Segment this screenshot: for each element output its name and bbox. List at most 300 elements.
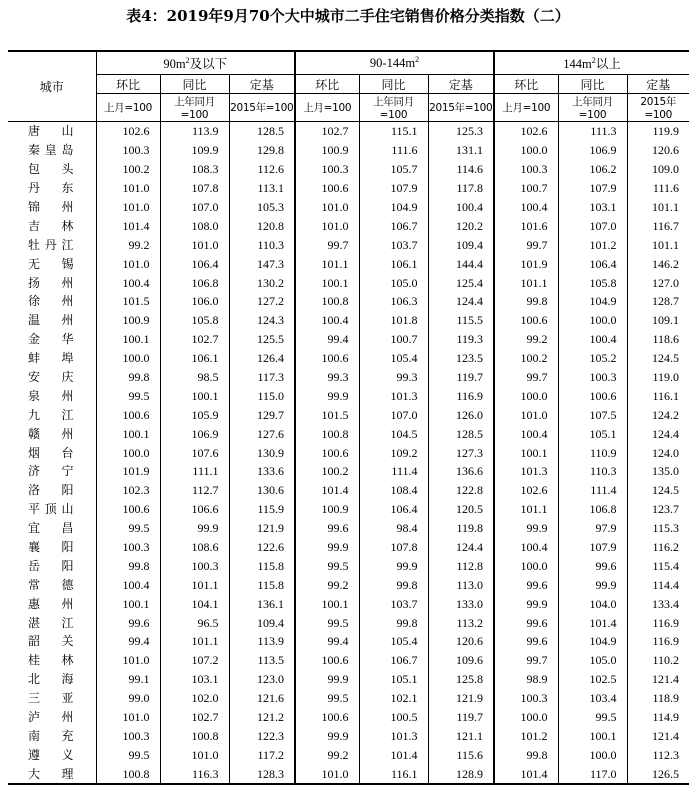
index-value: 109.1 xyxy=(627,311,689,330)
index-value: 133.0 xyxy=(428,594,494,613)
index-value: 100.0 xyxy=(558,311,627,330)
index-value: 124.4 xyxy=(428,538,494,557)
table-row xyxy=(8,122,689,141)
index-value: 120.2 xyxy=(428,216,494,235)
index-value: 127.0 xyxy=(627,273,689,292)
index-value: 102.6 xyxy=(494,122,558,141)
index-value: 101.6 xyxy=(494,216,558,235)
index-value: 101.0 xyxy=(96,198,160,217)
index-value: 114.4 xyxy=(627,575,689,594)
city-name: 无锡 xyxy=(28,256,74,271)
city-name: 蚌埠 xyxy=(28,351,74,366)
city-name: 岳阳 xyxy=(28,558,74,573)
index-value: 102.0 xyxy=(160,689,229,708)
base-prev-year: 上年同月=100 xyxy=(359,94,428,122)
index-value: 144.4 xyxy=(428,254,494,273)
index-value: 124.5 xyxy=(627,349,689,368)
index-value: 106.4 xyxy=(160,254,229,273)
index-value: 107.9 xyxy=(558,538,627,557)
header-row-groups xyxy=(8,51,689,75)
index-value: 127.3 xyxy=(428,443,494,462)
city-name: 泉州 xyxy=(28,388,74,403)
index-value: 123.7 xyxy=(627,500,689,519)
index-value: 101.5 xyxy=(96,292,160,311)
table-row xyxy=(8,216,689,235)
group-label-sup: 2 xyxy=(185,55,190,65)
index-value: 104.1 xyxy=(160,594,229,613)
base-2015: 2015年=100 xyxy=(428,94,494,122)
base-2015: 2015年=100 xyxy=(627,94,689,122)
index-value: 130.6 xyxy=(229,481,295,500)
table-row xyxy=(8,462,689,481)
index-value: 101.3 xyxy=(494,462,558,481)
index-value: 100.6 xyxy=(96,405,160,424)
measure-fixed-base: 定基 xyxy=(627,75,689,94)
index-value: 116.9 xyxy=(428,386,494,405)
city-name: 洛阳 xyxy=(28,483,74,498)
index-value: 100.6 xyxy=(295,708,359,727)
index-value: 99.4 xyxy=(96,632,160,651)
city-name: 韶关 xyxy=(28,634,74,649)
index-value: 124.5 xyxy=(627,481,689,500)
index-value: 99.9 xyxy=(295,670,359,689)
table-row xyxy=(8,689,689,708)
index-value: 106.3 xyxy=(359,292,428,311)
index-value: 106.7 xyxy=(359,651,428,670)
index-value: 106.0 xyxy=(160,292,229,311)
index-value: 125.5 xyxy=(229,330,295,349)
index-value: 101.1 xyxy=(160,632,229,651)
base-prev-year: 上年同月=100 xyxy=(160,94,229,122)
index-value: 123.5 xyxy=(428,349,494,368)
index-value: 100.8 xyxy=(160,727,229,746)
index-value: 99.5 xyxy=(295,556,359,575)
index-value: 113.1 xyxy=(229,179,295,198)
table-row xyxy=(8,613,689,632)
index-value: 101.2 xyxy=(558,235,627,254)
price-index-table xyxy=(8,50,689,785)
city-name: 烟台 xyxy=(28,445,74,460)
index-value: 101.1 xyxy=(494,500,558,519)
index-value: 100.2 xyxy=(494,349,558,368)
index-value: 106.7 xyxy=(359,216,428,235)
index-value: 110.9 xyxy=(558,443,627,462)
index-value: 115.1 xyxy=(359,122,428,141)
index-value: 126.4 xyxy=(229,349,295,368)
measure-yoy: 同比 xyxy=(359,75,428,94)
index-value: 99.8 xyxy=(494,292,558,311)
index-value: 99.5 xyxy=(558,708,627,727)
index-value: 100.4 xyxy=(96,575,160,594)
index-value: 99.5 xyxy=(96,386,160,405)
index-value: 102.7 xyxy=(160,330,229,349)
index-value: 102.3 xyxy=(96,481,160,500)
index-value: 136.6 xyxy=(428,462,494,481)
city-name: 宜昌 xyxy=(28,521,74,536)
index-value: 99.6 xyxy=(96,613,160,632)
table-row xyxy=(8,594,689,613)
index-value: 100.5 xyxy=(359,708,428,727)
index-value: 100.6 xyxy=(295,651,359,670)
group-label: 144m xyxy=(563,57,592,71)
table-row xyxy=(8,670,689,689)
index-value: 100.1 xyxy=(96,594,160,613)
index-value: 116.1 xyxy=(627,386,689,405)
table-row xyxy=(8,500,689,519)
index-value: 99.9 xyxy=(558,575,627,594)
index-value: 102.6 xyxy=(494,481,558,500)
index-value: 102.1 xyxy=(359,689,428,708)
index-value: 101.0 xyxy=(295,198,359,217)
index-value: 102.6 xyxy=(96,122,160,141)
index-value: 116.9 xyxy=(627,613,689,632)
index-value: 106.8 xyxy=(160,273,229,292)
city-name: 大理 xyxy=(8,764,96,784)
measure-mom: 环比 xyxy=(96,75,160,94)
index-value: 100.1 xyxy=(96,330,160,349)
index-value: 101.4 xyxy=(96,216,160,235)
index-value: 114.9 xyxy=(627,708,689,727)
index-value: 115.6 xyxy=(428,745,494,764)
index-value: 136.1 xyxy=(229,594,295,613)
index-value: 105.7 xyxy=(359,160,428,179)
table-row xyxy=(8,443,689,462)
index-value: 108.0 xyxy=(160,216,229,235)
index-value: 117.8 xyxy=(428,179,494,198)
index-value: 99.2 xyxy=(494,330,558,349)
index-value: 121.2 xyxy=(229,708,295,727)
index-value: 100.3 xyxy=(494,160,558,179)
index-value: 107.0 xyxy=(558,216,627,235)
index-value: 127.6 xyxy=(229,424,295,443)
city-name: 金华 xyxy=(28,332,74,347)
index-value: 133.6 xyxy=(229,462,295,481)
index-value: 120.5 xyxy=(428,500,494,519)
index-value: 100.3 xyxy=(96,141,160,160)
index-value: 106.6 xyxy=(160,500,229,519)
index-value: 121.4 xyxy=(627,727,689,746)
table-row xyxy=(8,727,689,746)
index-value: 100.9 xyxy=(96,311,160,330)
measure-mom: 环比 xyxy=(494,75,558,94)
table-row xyxy=(8,538,689,557)
city-name: 桂林 xyxy=(28,653,74,668)
index-value: 121.9 xyxy=(428,689,494,708)
index-value: 118.9 xyxy=(627,689,689,708)
city-name: 秦皇岛 xyxy=(28,143,74,158)
index-value: 103.4 xyxy=(558,689,627,708)
index-value: 110.3 xyxy=(558,462,627,481)
index-value: 105.8 xyxy=(558,273,627,292)
index-value: 107.9 xyxy=(359,179,428,198)
index-value: 100.3 xyxy=(558,368,627,387)
index-value: 121.4 xyxy=(627,670,689,689)
index-value: 99.5 xyxy=(295,689,359,708)
city-name: 赣州 xyxy=(28,426,74,441)
index-value: 107.8 xyxy=(160,179,229,198)
index-value: 109.6 xyxy=(428,651,494,670)
index-value: 100.2 xyxy=(96,160,160,179)
index-value: 100.8 xyxy=(96,764,160,784)
index-value: 100.3 xyxy=(160,556,229,575)
index-value: 100.6 xyxy=(295,349,359,368)
index-value: 130.2 xyxy=(229,273,295,292)
city-name: 唐山 xyxy=(28,124,74,139)
index-value: 99.6 xyxy=(494,632,558,651)
index-value: 99.1 xyxy=(96,670,160,689)
index-value: 106.8 xyxy=(558,500,627,519)
index-value: 102.5 xyxy=(558,670,627,689)
index-value: 131.1 xyxy=(428,141,494,160)
index-value: 128.5 xyxy=(229,122,295,141)
city-name: 吉林 xyxy=(28,218,74,233)
index-value: 107.0 xyxy=(160,198,229,217)
index-value: 99.9 xyxy=(494,594,558,613)
index-value: 100.4 xyxy=(428,198,494,217)
table-row xyxy=(8,273,689,292)
index-value: 111.6 xyxy=(359,141,428,160)
index-value: 100.4 xyxy=(494,198,558,217)
index-value: 115.4 xyxy=(627,556,689,575)
index-value: 105.2 xyxy=(558,349,627,368)
table-row xyxy=(8,708,689,727)
group-label-tail: 以上 xyxy=(595,57,621,71)
table-row xyxy=(8,235,689,254)
index-value: 120.6 xyxy=(428,632,494,651)
city-name: 徐州 xyxy=(28,294,74,309)
index-value: 123.0 xyxy=(229,670,295,689)
index-value: 128.7 xyxy=(627,292,689,311)
index-value: 100.1 xyxy=(295,273,359,292)
index-value: 102.7 xyxy=(295,122,359,141)
index-value: 103.7 xyxy=(359,594,428,613)
index-value: 101.0 xyxy=(295,216,359,235)
index-value: 109.4 xyxy=(428,235,494,254)
index-value: 113.0 xyxy=(428,575,494,594)
city-name: 襄阳 xyxy=(28,540,74,555)
index-value: 119.7 xyxy=(428,368,494,387)
table-row xyxy=(8,764,689,784)
index-value: 146.2 xyxy=(627,254,689,273)
index-value: 100.3 xyxy=(494,689,558,708)
table-title: 表4：2019年9月70个大中城市二手住宅销售价格分类指数（二） xyxy=(126,7,570,25)
index-value: 99.7 xyxy=(494,651,558,670)
index-value: 106.9 xyxy=(160,424,229,443)
index-value: 104.9 xyxy=(359,198,428,217)
index-value: 112.8 xyxy=(428,556,494,575)
index-value: 100.1 xyxy=(295,594,359,613)
index-value: 105.0 xyxy=(359,273,428,292)
index-value: 100.4 xyxy=(295,311,359,330)
index-value: 99.7 xyxy=(494,235,558,254)
index-value: 100.8 xyxy=(295,292,359,311)
index-value: 105.1 xyxy=(359,670,428,689)
index-value: 99.7 xyxy=(494,368,558,387)
index-value: 104.0 xyxy=(558,594,627,613)
index-value: 100.3 xyxy=(96,538,160,557)
index-value: 110.2 xyxy=(627,651,689,670)
index-value: 113.9 xyxy=(229,632,295,651)
index-value: 99.8 xyxy=(96,368,160,387)
group-label-sup: 2 xyxy=(591,55,596,65)
city-name: 安庆 xyxy=(28,370,74,385)
index-value: 97.9 xyxy=(558,519,627,538)
index-value: 119.8 xyxy=(428,519,494,538)
index-value: 99.5 xyxy=(96,745,160,764)
index-value: 128.9 xyxy=(428,764,494,784)
index-value: 99.8 xyxy=(96,556,160,575)
city-name: 遵义 xyxy=(28,747,74,762)
group-header-small xyxy=(96,51,295,75)
index-value: 104.9 xyxy=(558,632,627,651)
index-value: 107.9 xyxy=(558,179,627,198)
index-value: 99.3 xyxy=(295,368,359,387)
index-value: 101.1 xyxy=(160,575,229,594)
index-value: 100.0 xyxy=(494,708,558,727)
table-row xyxy=(8,330,689,349)
index-value: 111.4 xyxy=(558,481,627,500)
index-value: 101.9 xyxy=(96,462,160,481)
index-value: 111.1 xyxy=(160,462,229,481)
index-value: 99.6 xyxy=(295,519,359,538)
index-value: 112.6 xyxy=(229,160,295,179)
index-value: 111.4 xyxy=(359,462,428,481)
index-value: 124.4 xyxy=(627,424,689,443)
group-label: 90-144m xyxy=(369,55,416,70)
index-value: 101.8 xyxy=(359,311,428,330)
index-value: 101.0 xyxy=(160,745,229,764)
index-value: 101.4 xyxy=(295,481,359,500)
index-value: 109.0 xyxy=(627,160,689,179)
index-value: 129.7 xyxy=(229,405,295,424)
index-value: 112.7 xyxy=(160,481,229,500)
city-name: 温州 xyxy=(28,313,74,328)
index-value: 112.3 xyxy=(627,745,689,764)
index-value: 124.3 xyxy=(229,311,295,330)
index-value: 115.3 xyxy=(627,519,689,538)
city-name: 平顶山 xyxy=(28,502,74,517)
index-value: 101.3 xyxy=(359,386,428,405)
table-row xyxy=(8,349,689,368)
index-value: 135.0 xyxy=(627,462,689,481)
table-row xyxy=(8,632,689,651)
index-value: 101.1 xyxy=(627,235,689,254)
index-value: 115.0 xyxy=(229,386,295,405)
index-value: 120.8 xyxy=(229,216,295,235)
index-value: 125.8 xyxy=(428,670,494,689)
index-value: 128.3 xyxy=(229,764,295,784)
city-name: 常德 xyxy=(28,577,74,592)
index-value: 100.0 xyxy=(96,443,160,462)
index-value: 99.0 xyxy=(96,689,160,708)
index-value: 125.3 xyxy=(428,122,494,141)
index-value: 113.5 xyxy=(229,651,295,670)
index-value: 107.5 xyxy=(558,405,627,424)
measure-fixed-base: 定基 xyxy=(229,75,295,94)
index-value: 116.3 xyxy=(160,764,229,784)
table-row xyxy=(8,368,689,387)
table-row xyxy=(8,651,689,670)
index-value: 129.8 xyxy=(229,141,295,160)
table-row xyxy=(8,160,689,179)
city-name: 南充 xyxy=(28,728,74,743)
index-value: 111.6 xyxy=(627,179,689,198)
index-value: 101.1 xyxy=(494,273,558,292)
index-value: 106.1 xyxy=(359,254,428,273)
index-value: 99.5 xyxy=(295,613,359,632)
index-value: 101.9 xyxy=(494,254,558,273)
index-value: 101.0 xyxy=(160,235,229,254)
index-value: 106.2 xyxy=(558,160,627,179)
base-prev-month: 上月=100 xyxy=(96,94,160,122)
index-value: 100.6 xyxy=(558,386,627,405)
index-value: 102.7 xyxy=(160,708,229,727)
index-value: 106.4 xyxy=(359,500,428,519)
header-row-measures xyxy=(8,75,689,94)
index-value: 100.0 xyxy=(494,386,558,405)
index-value: 111.3 xyxy=(558,122,627,141)
table-row xyxy=(8,141,689,160)
index-value: 101.0 xyxy=(96,254,160,273)
index-value: 124.2 xyxy=(627,405,689,424)
index-value: 106.9 xyxy=(558,141,627,160)
index-value: 99.9 xyxy=(295,386,359,405)
index-value: 126.5 xyxy=(627,764,689,784)
index-value: 104.5 xyxy=(359,424,428,443)
city-name: 济宁 xyxy=(28,464,74,479)
index-value: 107.8 xyxy=(359,538,428,557)
index-value: 100.4 xyxy=(494,538,558,557)
index-value: 99.2 xyxy=(295,745,359,764)
index-value: 105.4 xyxy=(359,632,428,651)
group-label-sup: 2 xyxy=(415,54,420,64)
index-value: 99.4 xyxy=(295,330,359,349)
table-row xyxy=(8,311,689,330)
index-value: 99.9 xyxy=(295,727,359,746)
base-prev-year: 上年同月=100 xyxy=(558,94,627,122)
index-value: 113.2 xyxy=(428,613,494,632)
index-value: 100.0 xyxy=(96,349,160,368)
index-value: 117.3 xyxy=(229,368,295,387)
index-value: 107.0 xyxy=(359,405,428,424)
index-value: 101.5 xyxy=(295,405,359,424)
index-value: 121.1 xyxy=(428,727,494,746)
index-value: 98.5 xyxy=(160,368,229,387)
index-value: 101.1 xyxy=(295,254,359,273)
city-name: 包头 xyxy=(28,162,74,177)
index-value: 100.1 xyxy=(96,424,160,443)
index-value: 99.6 xyxy=(494,613,558,632)
index-value: 100.3 xyxy=(295,160,359,179)
index-value: 130.9 xyxy=(229,443,295,462)
table-row xyxy=(8,519,689,538)
group-header-medium xyxy=(295,51,494,75)
index-value: 100.7 xyxy=(494,179,558,198)
index-value: 133.4 xyxy=(627,594,689,613)
table-row xyxy=(8,745,689,764)
city-name: 丹东 xyxy=(28,181,74,196)
index-value: 115.8 xyxy=(229,556,295,575)
index-value: 116.9 xyxy=(627,632,689,651)
index-value: 119.7 xyxy=(428,708,494,727)
table-row xyxy=(8,556,689,575)
index-value: 101.0 xyxy=(295,764,359,784)
table-row xyxy=(8,405,689,424)
index-value: 101.2 xyxy=(494,727,558,746)
header-row-bases xyxy=(8,94,689,122)
index-value: 114.6 xyxy=(428,160,494,179)
index-value: 101.4 xyxy=(494,764,558,784)
